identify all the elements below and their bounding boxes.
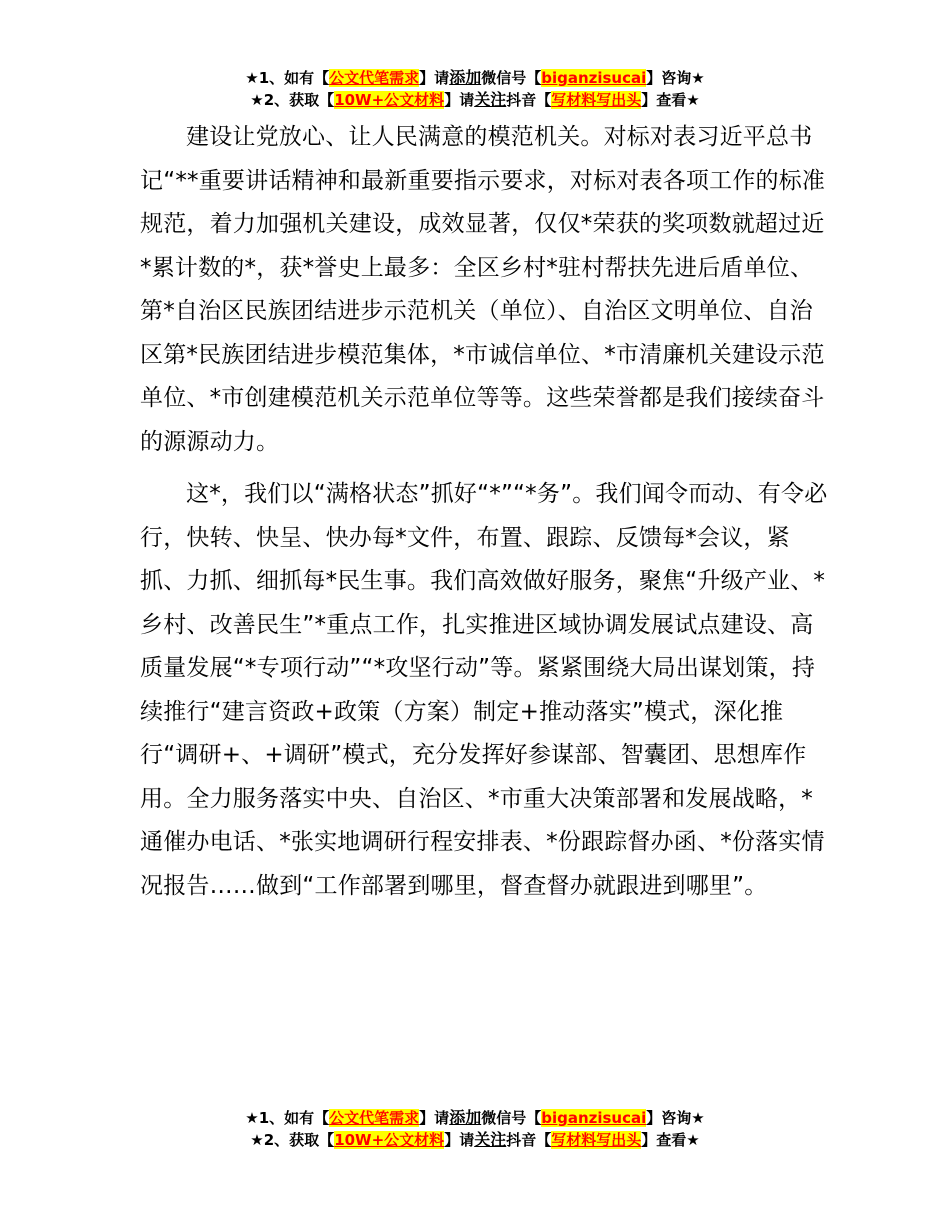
banner-highlight-wechat-id: biganzisucai — [541, 69, 647, 87]
banner-line1-middle2: 微信号【 — [481, 69, 542, 87]
banner-line1-emphasis: 添加 — [449, 68, 482, 87]
footer-highlight-writing-service: 公文代笔需求 — [329, 1109, 420, 1127]
banner-line-2 — [0, 89, 950, 111]
footer-line1-middle2: 微信号【 — [481, 1109, 542, 1127]
banner-line2-suffix: 】查看★ — [641, 91, 700, 109]
footer-line2-prefix: ★2、获取【 — [250, 1131, 335, 1149]
footer-banner — [0, 1107, 950, 1151]
footer-banner-line-2 — [0, 1129, 950, 1151]
footer-line1-emphasis: 添加 — [449, 1108, 482, 1127]
header-banner — [0, 67, 950, 111]
banner-line1-prefix: ★1、如有【 — [245, 69, 330, 87]
banner-line2-emphasis: 关注 — [474, 90, 507, 109]
banner-line2-middle1: 】请 — [444, 91, 475, 109]
footer-highlight-wechat-id: biganzisucai — [541, 1109, 647, 1127]
footer-line1-suffix: 】咨询★ — [646, 1109, 705, 1127]
footer-banner-line-1 — [0, 1107, 950, 1129]
banner-highlight-writing-service: 公文代笔需求 — [329, 69, 420, 87]
footer-line2-middle1: 】请 — [444, 1131, 475, 1149]
footer-line2-middle2: 抖音【 — [506, 1131, 552, 1149]
banner-highlight-materials: 10W+公文材料 — [334, 91, 445, 109]
banner-line1-middle1: 】请 — [419, 69, 450, 87]
footer-line2-suffix: 】查看★ — [641, 1131, 700, 1149]
banner-highlight-douyin-account: 写材料写出头 — [551, 91, 642, 109]
banner-line-1 — [0, 67, 950, 89]
document-paragraph-2: 这*，我们以“满格状态”抓好“*”“*务”。我们闻令而动、有令必行，快转、快呈、快办每*文件，布置、跟踪、反馈每*会议，紧抓、力抓、细抓每*民生事。我们高效做好服务，聚焦“升级产业、*乡村、改善民生”*重点工作，扎实推进区域协调发展试点建设、高质量发展“*专项行动”“*攻坚行动”等。紧紧围绕大局出谋划策，持续推行“建言资政+政策（方案）制定+推动落实”模式，深化推行“调研+、+调研”模式，充分发挥好参谋部、智囊团、思想库作用。全力服务落实中央、自治区、*市重大决策部署和发展战略，*通催办电话、*张实地调研行程安排表、*份跟踪督办函、*份落实情况报告……做到“工作部署到哪里，督查督办就跟进到哪里”。 — [140, 481, 828, 899]
banner-line2-prefix: ★2、获取【 — [250, 91, 335, 109]
document-body — [140, 116, 830, 908]
banner-line2-middle2: 抖音【 — [506, 91, 552, 109]
footer-line1-middle1: 】请 — [419, 1109, 450, 1127]
footer-line1-prefix: ★1、如有【 — [245, 1109, 330, 1127]
footer-line2-emphasis: 关注 — [474, 1130, 507, 1149]
banner-line1-suffix: 】咨询★ — [646, 69, 705, 87]
footer-highlight-douyin-account: 写材料写出头 — [551, 1131, 642, 1149]
document-paragraph-1: 建设让党放心、让人民满意的模范机关。对标对表习近平总书记“**重要讲话精神和最新重要指示要求，对标对表各项工作的标准规范，着力加强机关建设，成效显著，仅仅*荣获的奖项数就超过近*累计数的*，获*誉史上最多：全区乡村*驻村帮扶先进后盾单位、第*自治区民族团结进步示范机关（单位）、自治区文明单位、自治区第*民族团结进步模范集体，*市诚信单位、*市清廉机关建设示范单位、*市创建模范机关示范单位等等。这些荣誉都是我们接续奋斗的源源动力。 — [140, 124, 826, 455]
footer-highlight-materials: 10W+公文材料 — [334, 1131, 445, 1149]
